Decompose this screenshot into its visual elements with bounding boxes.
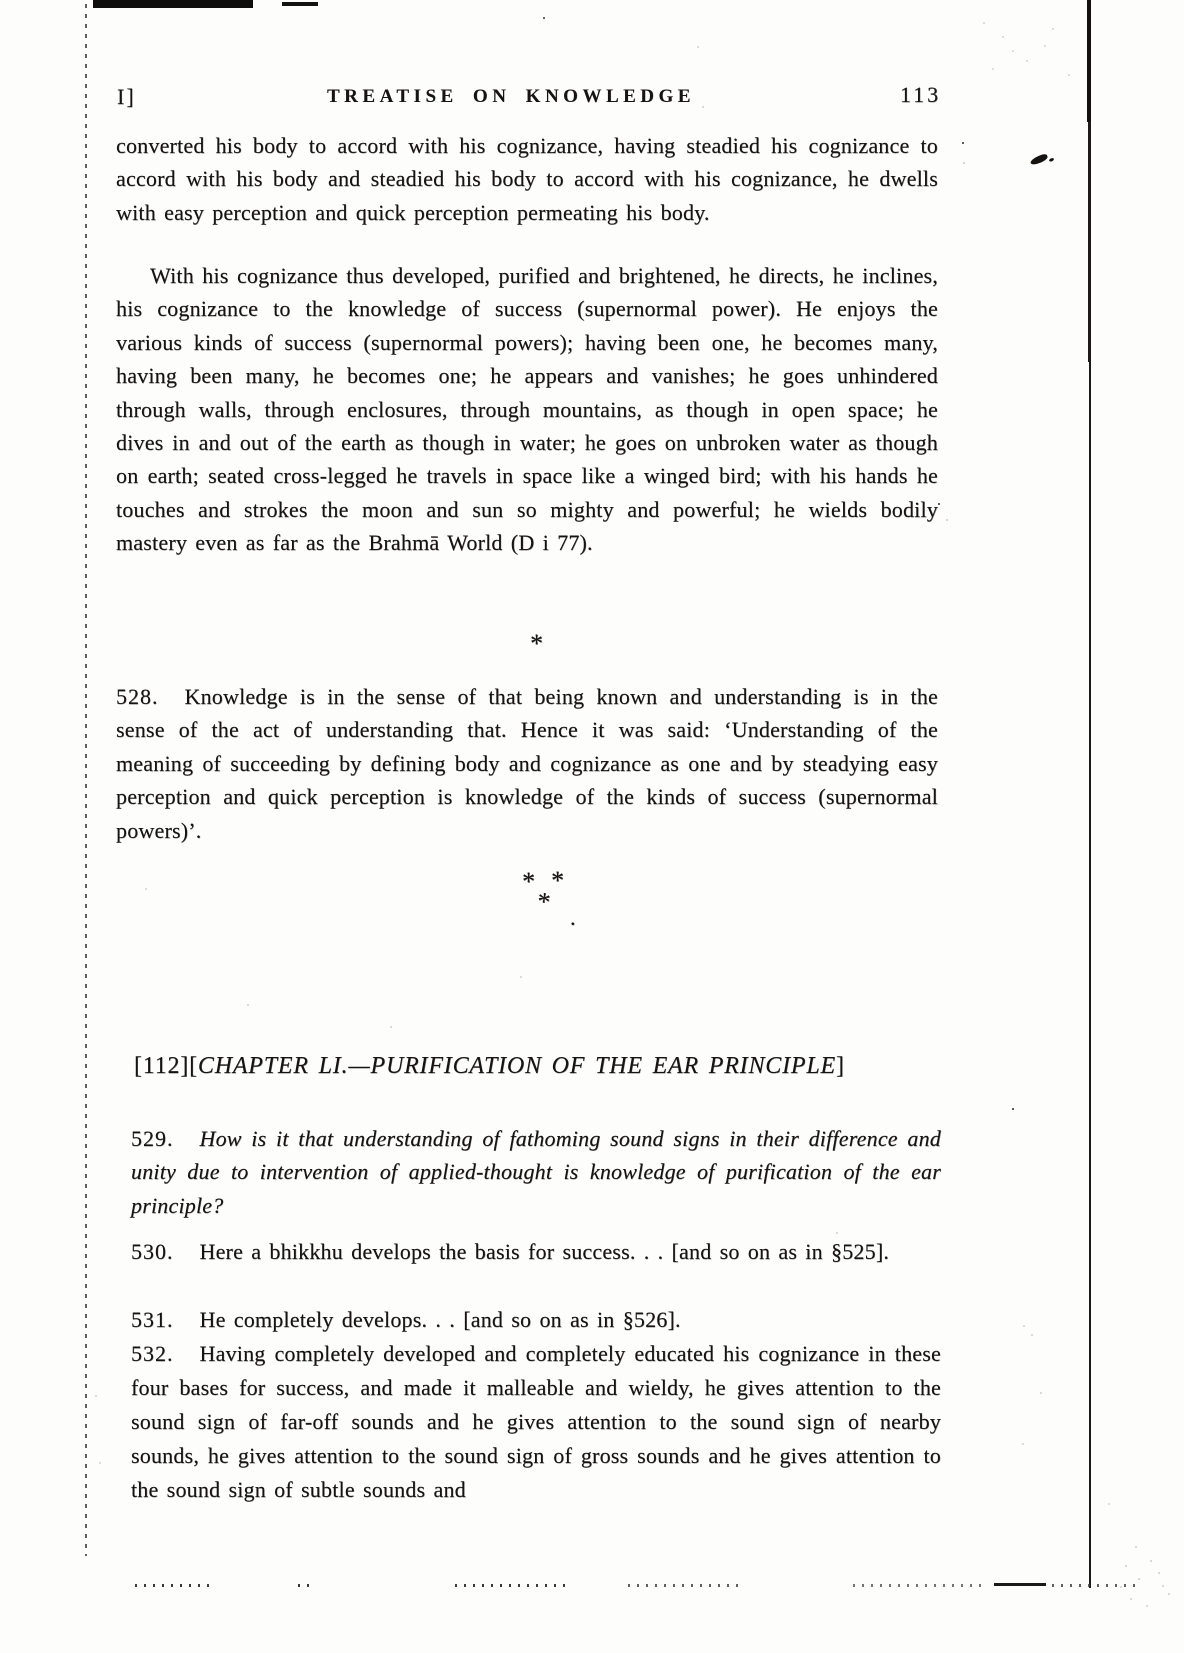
separator-cluster-asterisk: * xyxy=(522,867,535,896)
section-text-530: Here a bhikkhu develops the basis for success. . . [and so on as in §525]. xyxy=(199,1239,890,1264)
page-number: 113 xyxy=(900,82,942,107)
section-separator-asterisk: * xyxy=(530,629,543,658)
chapter-heading-bracket: ] xyxy=(835,1053,845,1079)
top-edge-scan-dash xyxy=(282,2,318,6)
paragraph-530 xyxy=(131,1235,941,1268)
chapter-heading-page-ref: [112][ xyxy=(134,1053,198,1079)
section-text-531: He completely develops. . . [and so on as in §526]. xyxy=(199,1307,681,1332)
left-margin-rule xyxy=(85,4,87,1556)
section-text-529: How is it that understanding of fathoming sound signs in their difference and unity due to intervention of applied-thought is knowledge of purification of the ear principle? xyxy=(131,1126,941,1218)
bottom-scan-noise xyxy=(455,1584,565,1587)
top-edge-scan-bar xyxy=(93,0,253,8)
section-number-532: 532. xyxy=(131,1341,174,1366)
chapter-heading xyxy=(134,1050,964,1082)
section-text-528: Knowledge is in the sense of that being known and understanding is in the sense of the act of understanding that. Hence it was said: ‘Understanding of the meaning of succeeding by defining body and cognizance as one and by steadying easy perception and quick perception is knowledge of the kinds of success (supernormal powers)’. xyxy=(116,684,938,843)
paragraph-supernormal-powers: With his cognizance thus developed, purified and brightened, he directs, he inclines, his cognizance to the knowledge of success (supernormal power). He enjoys the various kinds of success (supernormal powers); having been one, he becomes many, having been many, he becomes one; he appears and vanishes; he goes unhindered through walls, through enclosures, through mountains, as though in open space; he dives in and out of the earth as though in water; he goes on unbroken water as though on earth; seated cross-legged he travels in space like a winged bird; with his hands he touches and strokes the moon and sun so mighty and powerful; he wields bodily mastery even as far as the Brahmā World (D i 77). xyxy=(116,263,938,556)
bottom-scan-noise xyxy=(1052,1584,1137,1587)
bottom-scan-noise xyxy=(853,1584,983,1587)
paragraph-continuation: converted his body to accord with his cognizance, having steadied his cognizance to accord with his body and steadied his body to accord with his cognizance, he dwells with easy perception and quick perception permeating his body. xyxy=(116,133,938,225)
bottom-scan-noise xyxy=(628,1584,738,1587)
section-number-528: 528. xyxy=(116,684,159,709)
right-margin-rule-mid-segment xyxy=(1088,122,1091,362)
paragraph-531 xyxy=(131,1303,941,1336)
section-text-532: Having completely developed and completely educated his cognizance in these four bases for success, and made it malleable and wieldy, he gives attention to the sound sign of far-off sounds and he gives attention to the sound sign of nearby sounds, he gives attention to the sound sign of gross sounds and he gives attention to the sound sign of subtle sounds and xyxy=(131,1341,941,1502)
running-title: TREATISE ON KNOWLEDGE xyxy=(327,86,695,107)
chapter-heading-title: CHAPTER LI.—PURIFICATION OF THE EAR PRINCIPLE xyxy=(197,1053,836,1079)
bottom-scan-noise xyxy=(135,1584,215,1587)
section-number-531: 531. xyxy=(131,1307,174,1332)
paragraph-528 xyxy=(116,680,938,847)
separator-cluster-dot: . xyxy=(570,905,576,930)
paragraph-529 xyxy=(131,1122,941,1222)
separator-cluster-asterisk: * xyxy=(535,886,553,917)
bottom-scan-dash xyxy=(994,1583,1046,1586)
bottom-scan-noise xyxy=(298,1584,314,1587)
section-number-529: 529. xyxy=(131,1126,174,1151)
scan-speckles xyxy=(0,0,2,2)
ink-smudge xyxy=(1029,153,1048,166)
paragraph-532 xyxy=(131,1337,941,1507)
treatise-marginal-marker: I] xyxy=(117,84,136,109)
right-margin-rule-thick-segment xyxy=(1087,0,1091,122)
section-number-530: 530. xyxy=(131,1239,174,1264)
separator-cluster-asterisk: * xyxy=(551,866,564,895)
